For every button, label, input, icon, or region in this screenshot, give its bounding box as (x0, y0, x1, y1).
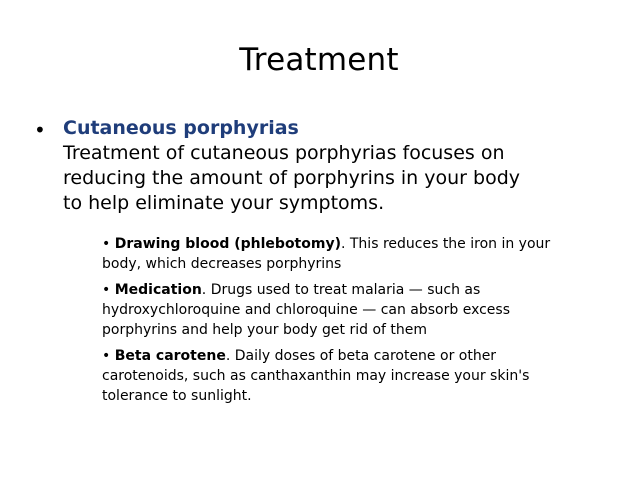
main-bullet-line: to help eliminate your symptoms. (63, 192, 385, 214)
main-bullet-line: Treatment of cutaneous porphyrias focuses on (63, 142, 505, 164)
sub-bullet-marker: • (102, 348, 111, 364)
main-bullet-heading: Cutaneous porphyrias (63, 117, 299, 139)
sub-bullet-lead: Drawing blood (phlebotomy) (114, 236, 341, 252)
main-bullet (63, 116, 623, 216)
sub-bullet-line: hydroxychloroquine and chloroquine — can absorb excess (102, 302, 511, 318)
sub-bullet-line: body, which decreases porphyrins (102, 256, 342, 272)
sub-bullet-list (102, 234, 622, 412)
sub-bullet-marker: • (102, 282, 111, 298)
sub-bullet-lead: Medication (114, 282, 202, 298)
sub-bullet-marker: • (102, 236, 111, 252)
sub-bullet-line: tolerance to sunlight. (102, 388, 252, 404)
sub-bullet-line: . Drugs used to treat malaria — such as (201, 282, 481, 298)
slide-title: Treatment (239, 42, 399, 78)
sub-bullet-lead: Beta carotene (114, 348, 226, 364)
main-bullet-line: reducing the amount of porphyrins in your body (63, 167, 521, 189)
sub-bullet-line: porphyrins and help your body get rid of them (102, 322, 428, 338)
sub-bullet-beta-carotene (102, 346, 622, 406)
sub-bullet-medication (102, 280, 622, 340)
sub-bullet-line: carotenoids, such as canthaxanthin may increase your skin's (102, 368, 530, 384)
main-bullet-marker: • (34, 118, 46, 142)
sub-bullet-line: . Daily doses of beta carotene or other (225, 348, 497, 364)
sub-bullet-phlebotomy (102, 234, 622, 274)
sub-bullet-line: . This reduces the iron in your (340, 236, 551, 252)
